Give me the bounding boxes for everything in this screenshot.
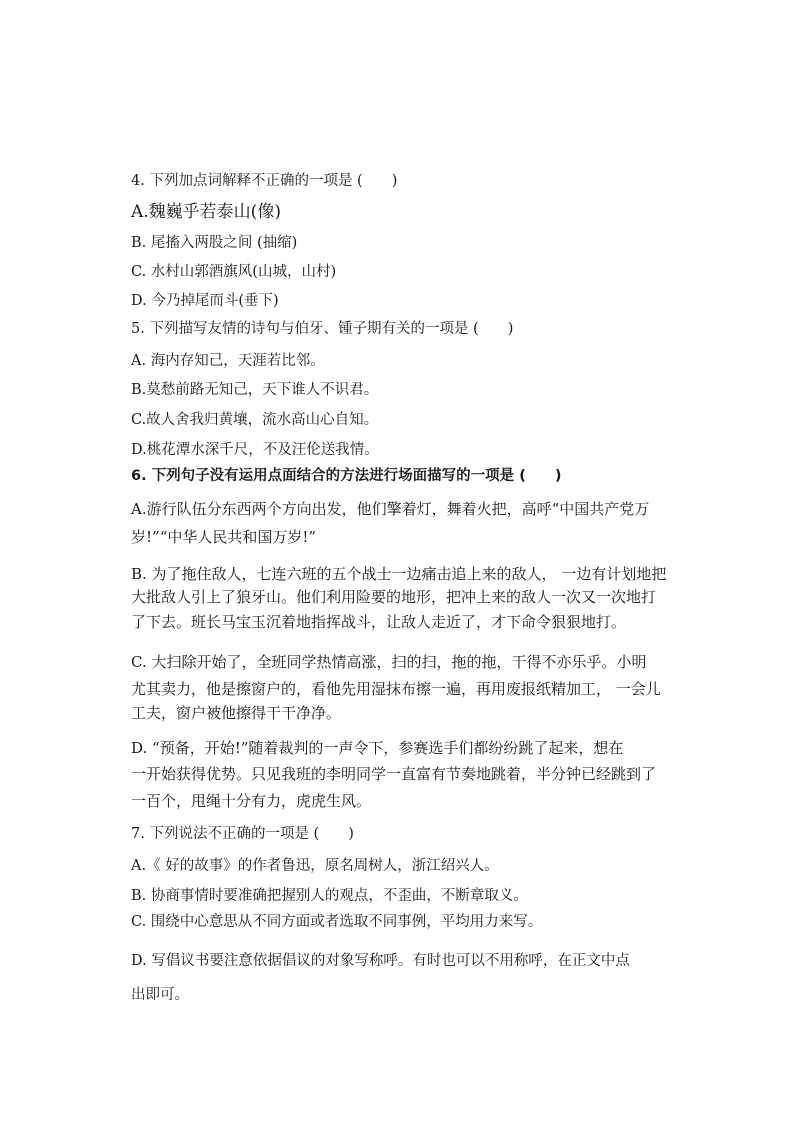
q6-option-a-line: 岁!”“中华人民共和国万岁!” — [131, 528, 317, 546]
q6-option-b-line: 了下去。班长马宝玉沉着地指挥战斗，让敌人走近了，才下命令狠狠地打。 — [131, 613, 627, 631]
q7-option-b: B. 协商事情时要准确把握别人的观点，不歪曲，不断章取义。 — [131, 888, 528, 904]
q5-option-d: D.桃花潭水深千尺，不及汪伦送我情。 — [131, 442, 379, 458]
q7-option-d-line: 出即可。 — [131, 987, 189, 1003]
q6-option-d-line: 一开始获得优势。只见我班的李明同学一直富有节奏地跳着，半分钟已经跳到了 — [131, 765, 657, 783]
q6-option-c-line: 尤其卖力，他是擦窗户的，看他先用湿抹布擦一遍，再用废报纸精加工， 一会儿 — [131, 680, 661, 698]
q6-option-b-line: B. 为了拖住敌人，七连六班的五个战士一边痛击追上来的敌人， 一边有计划地把 — [131, 565, 667, 583]
q6-option-b-line: 大批敌人引上了狼牙山。他们利用险要的地形，把冲上来的敌人一次又一次地打 — [131, 588, 657, 606]
q6-option-d-line: 一百个，甩绳十分有力，虎虎生风。 — [131, 792, 372, 810]
q4-stem: 4. 下列加点词解释不正确的一项是 ( ) — [131, 173, 398, 189]
q6-stem: 6. 下列句子没有运用点面结合的方法进行场面描写的一项是 ( ) — [131, 468, 562, 484]
q5-option-b: B.莫愁前路无知己，天下谁人不识君。 — [131, 382, 379, 398]
q7-stem: 7. 下列说法不正确的一项是 ( ) — [131, 826, 354, 842]
q4-option-b: B. 尾搐入两股之间 (抽缩) — [131, 235, 298, 251]
q6-option-c-line: C. 大扫除开始了，全班同学热情高涨，扫的扫，拖的拖，干得不亦乐乎。小明 — [131, 653, 647, 671]
q5-option-a: A. 海内存知己，天涯若比邻。 — [131, 353, 325, 369]
q6-option-d-line: D. “预备，开始!”随着裁判的一声令下，参赛选手们都纷纷跳了起来，想在 — [131, 739, 624, 757]
q5-option-c: C.故人舍我归黄壤，流水高山心自知。 — [131, 412, 379, 428]
q6-option-c-line: 工夫，窗户被他擦得干干净净。 — [131, 704, 342, 722]
q6-option-a-line: A.游行队伍分东西两个方向出发，他们擎着灯，舞着火把，高呼“中国共产党万 — [131, 500, 650, 518]
q4-option-c: C. 水村山郭酒旗风(山城，山村) — [131, 264, 337, 280]
q4-option-a: A.魏巍乎若泰山(像) — [131, 202, 281, 222]
q5-stem: 5. 下列描写友情的诗句与伯牙、锺子期有关的一项是 ( ) — [131, 321, 514, 337]
q7-option-c: C. 围绕中心意思从不同方面或者选取不同事例，平均用力来写。 — [131, 914, 543, 930]
q7-option-a: A.《 好的故事》的作者鲁迅，原名周树人，浙江绍兴人。 — [131, 858, 499, 874]
q4-option-d: D. 今乃掉尾而斗(垂下) — [131, 293, 279, 309]
q7-option-d-line: D. 写倡议书要注意依据倡议的对象写称呼。有时也可以不用称呼，在正文中点 — [131, 953, 630, 969]
